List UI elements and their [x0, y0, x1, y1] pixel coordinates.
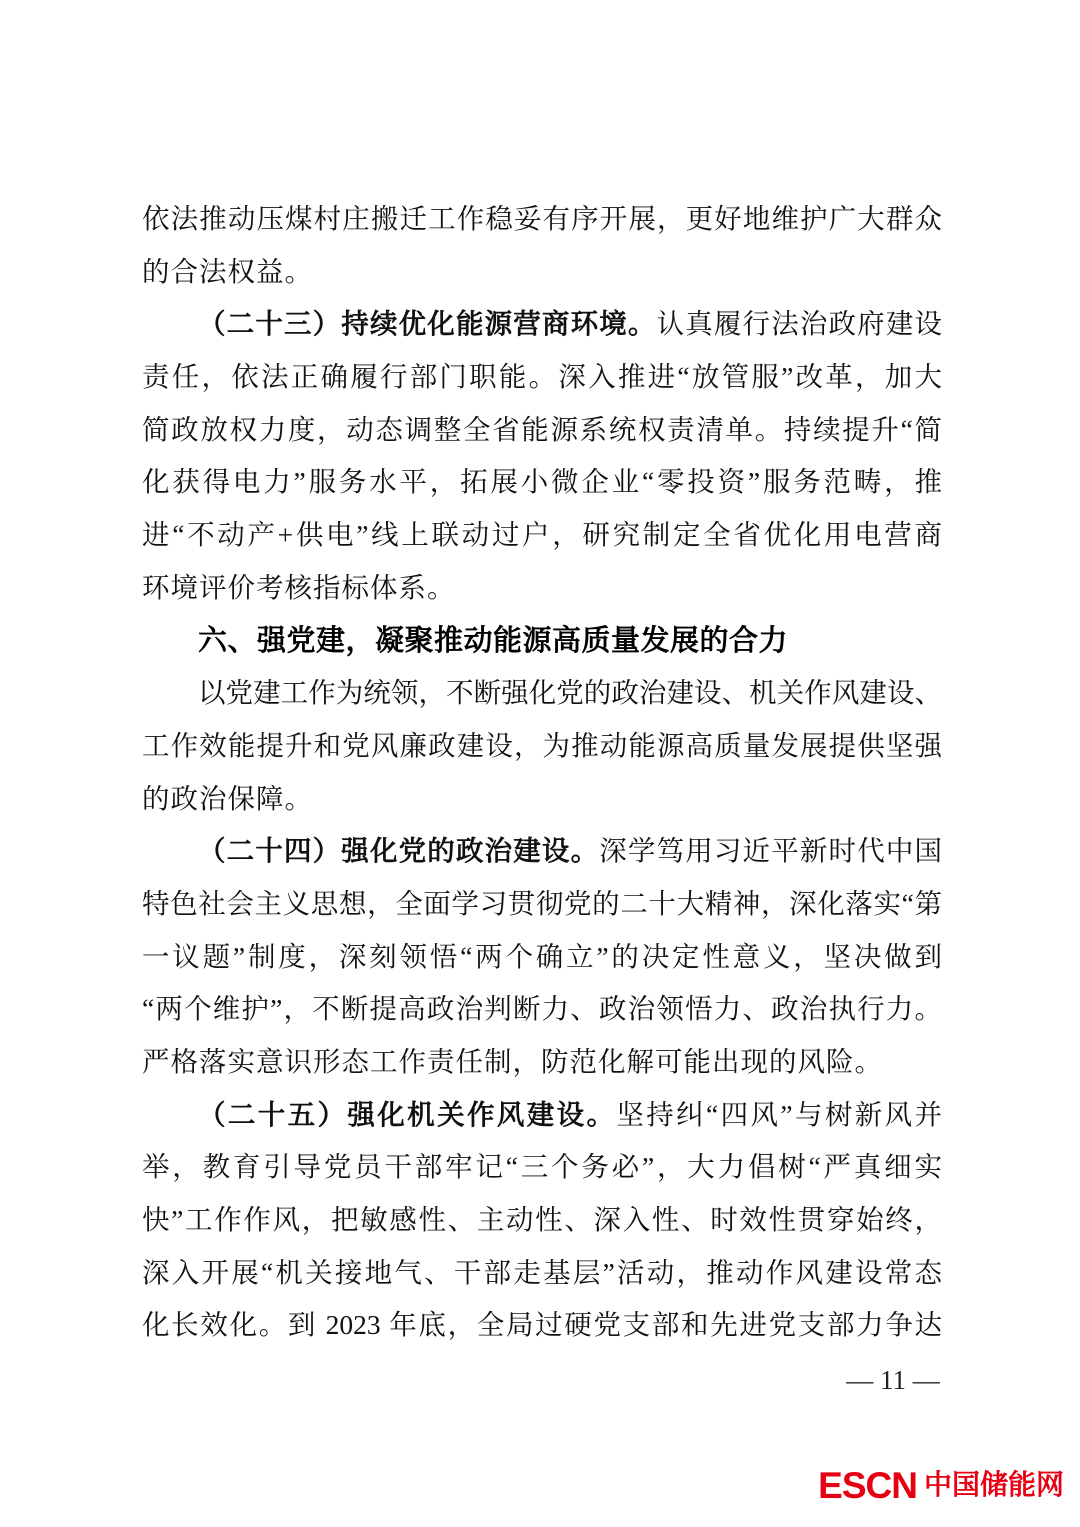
paragraph-lead: （二十四）强化党的政治建设。 [198, 835, 600, 867]
body-line: 化获得电力”服务水平，拓展小微企业“零投资”服务范畴，推 [142, 466, 942, 498]
escn-logo-cjk: 中国储能网 [923, 1469, 1064, 1500]
body-line [142, 298, 942, 351]
body-line: 严格落实意识形态工作责任制，防范化解可能出现的风险。 [142, 1046, 883, 1077]
body-line: 工作效能提升和党风廉政建设，为推动能源高质量发展提供坚强 [142, 729, 942, 761]
escn-watermark-logo [818, 1465, 1064, 1505]
body-line: 以党建工作为统领，不断强化党的政治建设、机关作风建设、 [198, 677, 942, 709]
body-line: 简政放权力度，动态调整全省能源系统权责清单。持续提升“简 [142, 413, 942, 445]
paragraph-text: 坚持纠“四风”与树新风并 [616, 1098, 943, 1130]
body-line: 环境评价考核指标体系。 [142, 571, 456, 603]
paragraph-text: 深学笃用习近平新时代中国 [599, 835, 943, 867]
body-line: 责任，依法正确履行部门职能。深入推进“放管服”改革，加大 [142, 361, 942, 393]
body-line: 快”工作作风，把敏感性、主动性、深入性、时效性贯穿始终， [142, 1204, 942, 1236]
body-line: 进“不动产+供电”线上联动过户，研究制定全省优化用电营商 [142, 519, 942, 551]
body-line [142, 1089, 942, 1142]
body-line: “两个维护”，不断提高政治判断力、政治领悟力、政治执行力。 [142, 993, 942, 1025]
paragraph-text: 认真履行法治政府建设 [656, 308, 943, 340]
escn-logo-latin: ESCN [818, 1464, 917, 1506]
body-line: 的合法权益。 [142, 255, 313, 287]
body-line: 举，教育引导党员干部牢记“三个务必”，大力倡树“严真细实 [142, 1151, 942, 1183]
document-body [142, 193, 942, 1352]
body-line [142, 825, 942, 878]
paragraph-lead: （二十五）强化机关作风建设。 [198, 1098, 617, 1130]
body-line: 特色社会主义思想，全面学习贯彻党的二十大精神，深化落实“第 [142, 887, 942, 919]
body-line: 依法推动压煤村庄搬迁工作稳妥有序开展，更好地维护广大群众 [142, 203, 942, 234]
body-line: 深入开展“机关接地气、干部走基层”活动，推动作风建设常态 [142, 1256, 942, 1288]
section-heading: 六、强党建，凝聚推动能源高质量发展的合力 [198, 624, 789, 657]
page-number: — 11 — [846, 1365, 940, 1395]
body-line: 化长效化。到 2023 年底，全局过硬党支部和先进党支部力争达 [142, 1309, 942, 1341]
body-line: 一议题”制度，深刻领悟“两个确立”的决定性意义，坚决做到 [142, 940, 942, 972]
body-line: 的政治保障。 [142, 782, 313, 814]
paragraph-lead: （二十三）持续优化能源营商环境。 [198, 308, 657, 340]
